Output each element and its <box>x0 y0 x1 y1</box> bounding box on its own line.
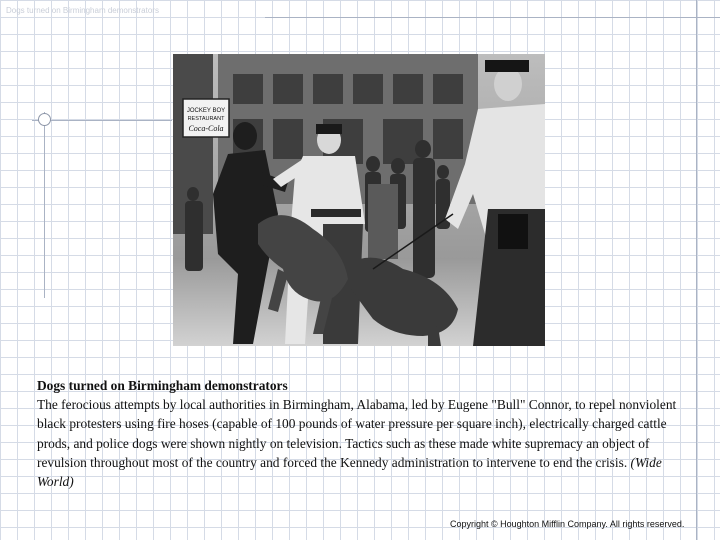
caption-title: Dogs turned on Birmingham demonstrators <box>37 378 288 393</box>
copyright-notice: Copyright © Houghton Mifflin Company. All rights reserved. <box>450 519 685 529</box>
left-divider <box>44 112 45 298</box>
svg-text:JOCKEY BOY: JOCKEY BOY <box>186 108 226 114</box>
photo-caption <box>37 376 697 491</box>
bullet-circle-icon <box>38 113 51 126</box>
svg-text:RESTAURANT: RESTAURANT <box>187 116 225 122</box>
caption-body: The ferocious attempts by local authorities in Birmingham, Alabama, led by Eugene "Bull" Connor, to repel nonviolent black protesters using fire hoses (capable of 100 pounds of water pressure per square inch), electrically charged cattle prods, and police dogs were shown nightly on television. Tactics such as these made white supremacy an object of revulsion throughout most of the country and forced the Kennedy administration to intervene to end the crisis. <box>37 397 677 470</box>
caption-credit: (Wide World) <box>37 454 662 490</box>
svg-text:Coca-Cola: Coca-Cola <box>188 124 224 133</box>
top-divider <box>265 17 720 18</box>
historical-photo <box>173 54 545 346</box>
restaurant-sign <box>183 99 229 137</box>
page-header-title: Dogs turned on Birmingham demonstrators <box>6 6 159 15</box>
bullet-divider <box>32 120 172 121</box>
